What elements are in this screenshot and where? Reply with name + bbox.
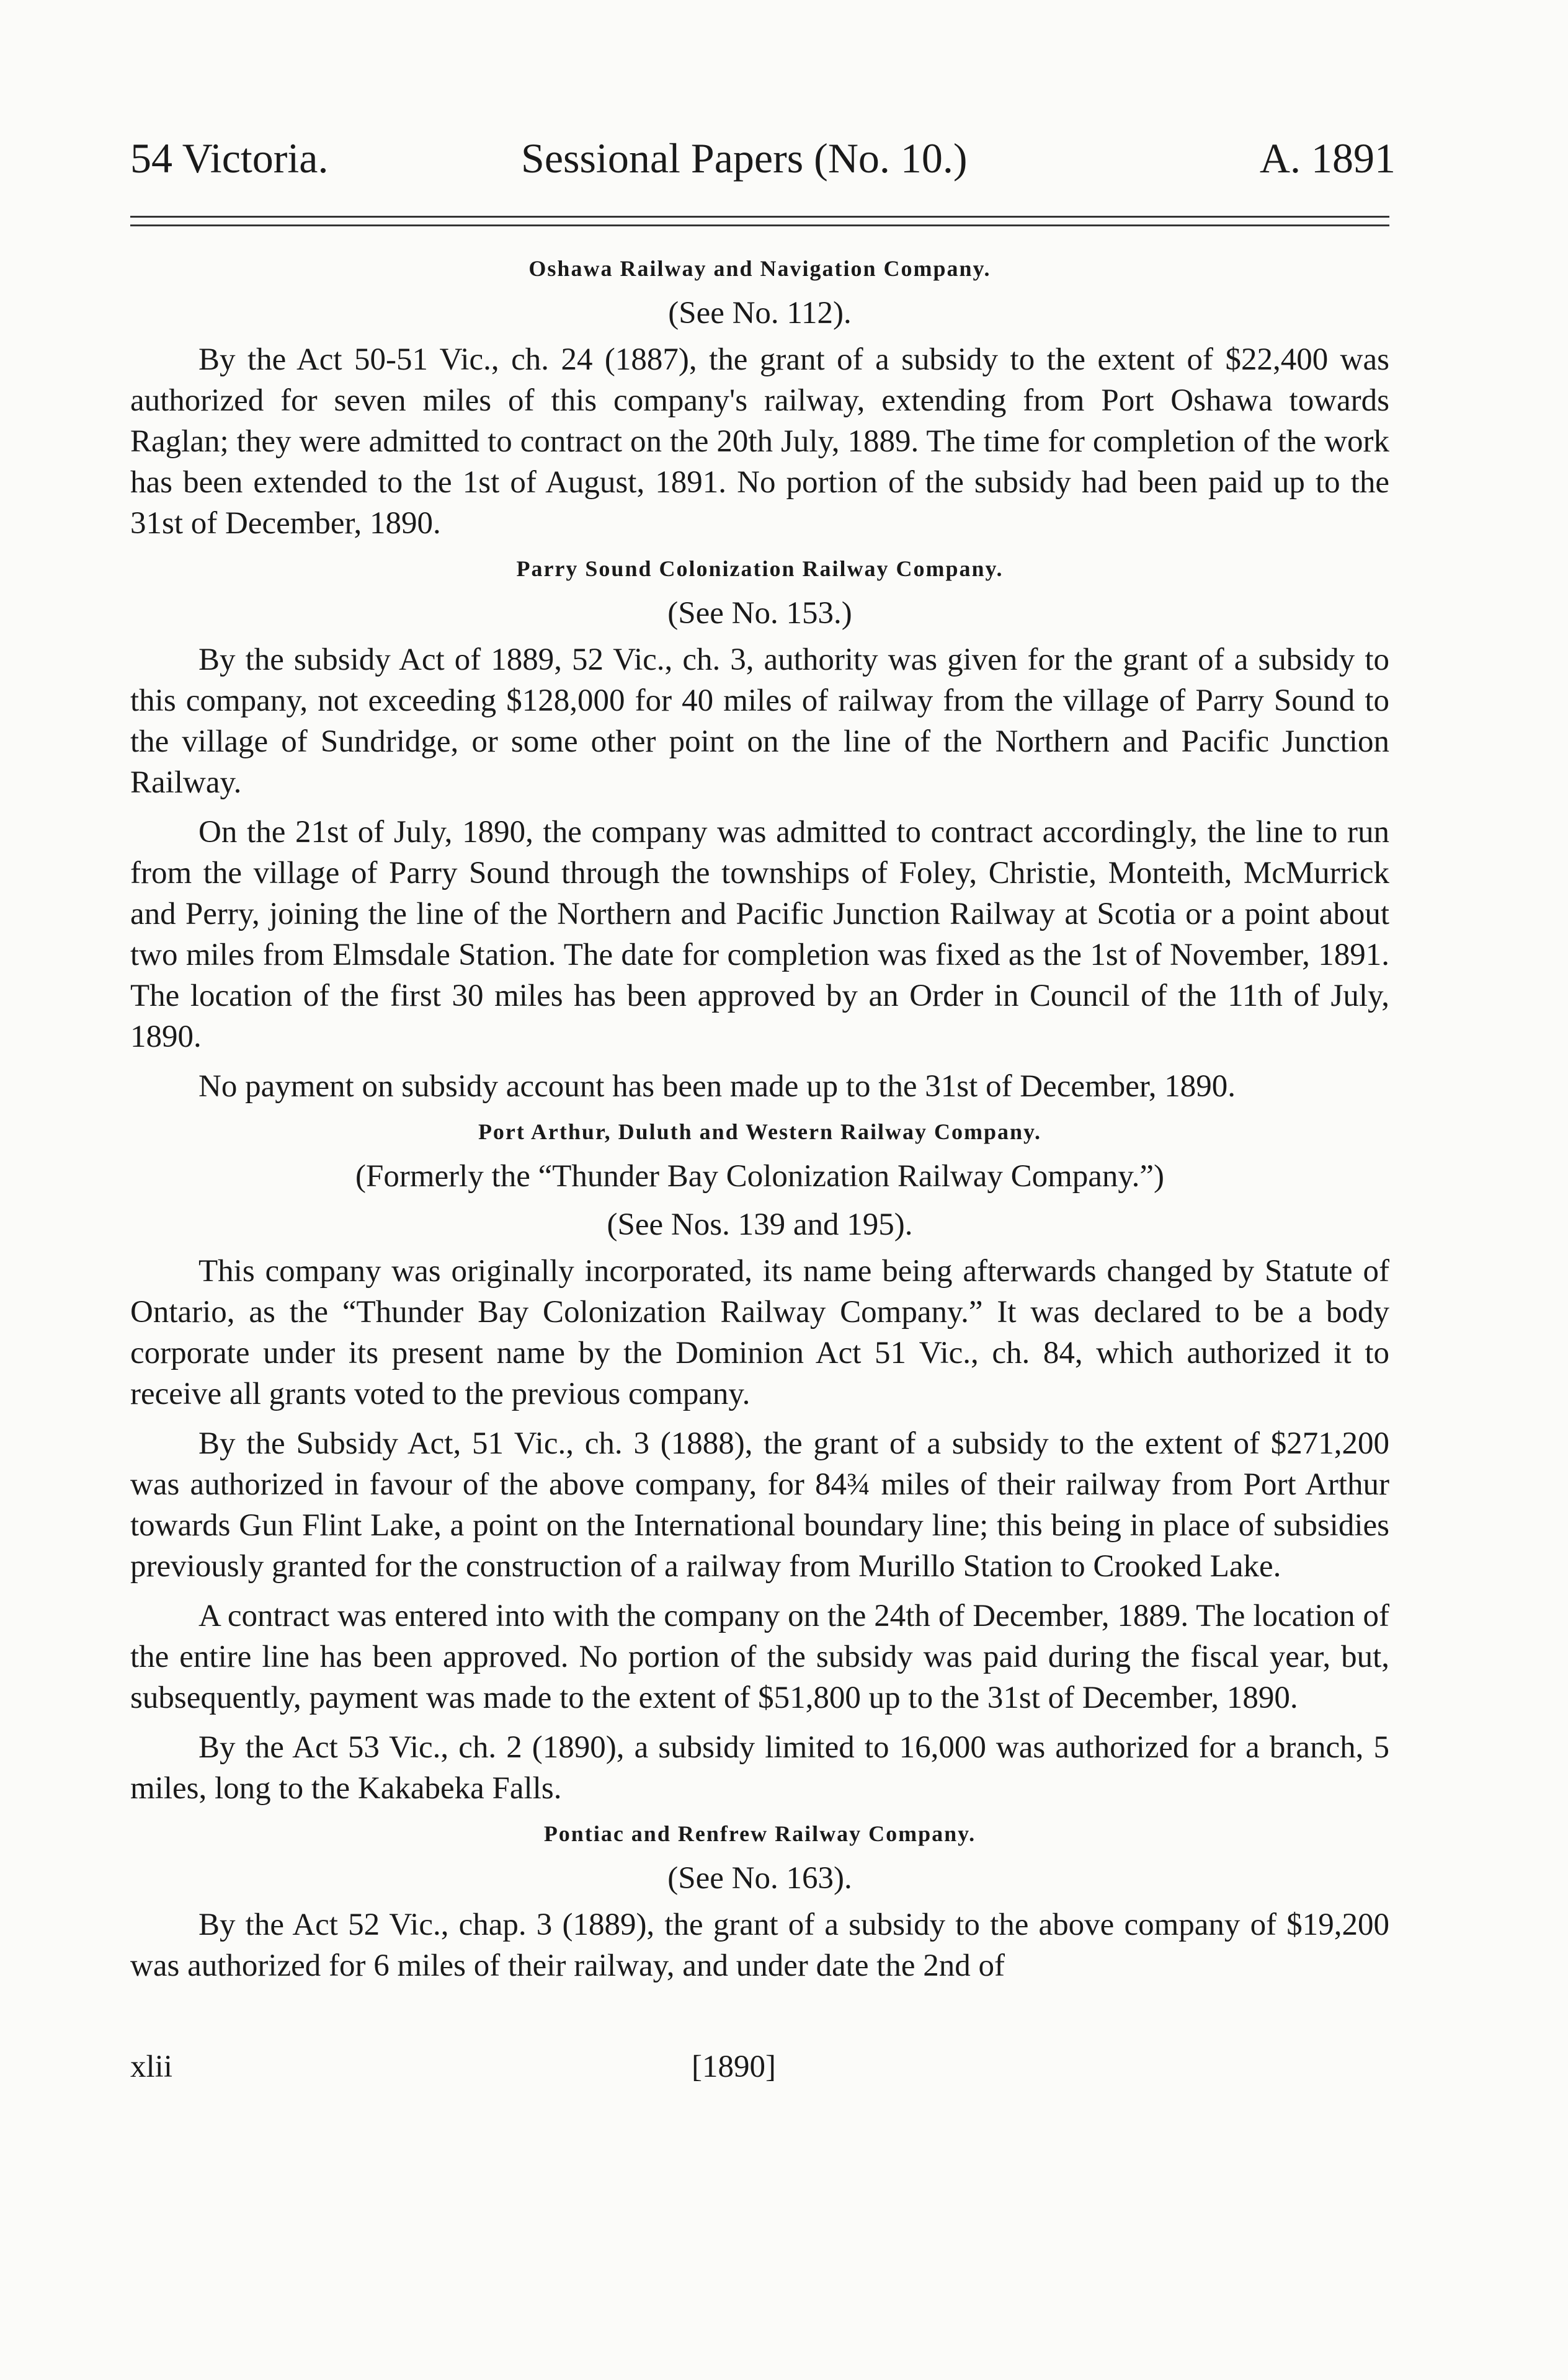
header-title: Sessional Papers (No. 10.) bbox=[521, 135, 968, 182]
section-port-arthur bbox=[130, 1116, 1389, 1809]
section-oshawa bbox=[130, 252, 1389, 544]
section-former-name: (Formerly the “Thunder Bay Colonization Railway Company.”) bbox=[355, 1159, 1164, 1194]
header-rule-bottom bbox=[130, 224, 1389, 226]
header-session: 54 Victoria. bbox=[130, 135, 329, 182]
paragraph: On the 21st of July, 1890, the company was admitted to contract accordingly, the line to run from the village of Parry Sound through the townships of Foley, Christie, Monteith, McMurrick and Perry, joining the line of the Northern and Pacific Junction Railway at Scotia or a point about two miles from Elmsdale Station. The date for completion was fixed as the 1st of November, 1891. The location of the first 30 miles has been approved by an Order in Council of the 11th of July, 1890. bbox=[130, 815, 1389, 1054]
section-reference: (See No. 153.) bbox=[667, 596, 852, 631]
section-reference: (See No. 112). bbox=[668, 296, 852, 331]
paragraph: By the subsidy Act of 1889, 52 Vic., ch. 3, authority was given for the grant of a subsidy to this company, not exceeding $128,000 for 40 miles of railway from the village of Parry Sound to the village of Sundridge, or some other point on the line of the Northern and Pacific Junction Railway. bbox=[130, 642, 1389, 800]
section-heading: Pontiac and Renfrew Railway Company. bbox=[543, 1821, 976, 1846]
section-heading: Parry Sound Colonization Railway Company. bbox=[516, 556, 1004, 581]
paragraph: By the Subsidy Act, 51 Vic., ch. 3 (1888), the grant of a subsidy to the extent of $271,200 was authorized in favour of the above company, for 84¾ miles of their railway from Port Arthur towards Gun Flint Lake, a point on the International boundary line; this being in place of subsidies previously granted for the construction of a railway from Murillo Station to Crooked Lake. bbox=[130, 1426, 1389, 1584]
paragraph: No payment on subsidy account has been made up to the 31st of December, 1890. bbox=[198, 1069, 1236, 1104]
paragraph: A contract was entered into with the company on the 24th of December, 1889. The location of the entire line has been approved. No portion of the subsidy was paid during the fiscal year, but, subsequently, payment was made to the extent of $51,800 up to the 31st of December, 1890. bbox=[130, 1599, 1389, 1715]
page-number: xlii bbox=[130, 2049, 173, 2084]
section-reference: (See Nos. 139 and 195). bbox=[607, 1207, 913, 1242]
section-heading: Port Arthur, Duluth and Western Railway Company. bbox=[478, 1119, 1042, 1144]
signature-mark: [1890] bbox=[692, 2049, 776, 2084]
paragraph: By the Act 52 Vic., chap. 3 (1889), the grant of a subsidy to the above company of $19,200 was authorized for 6 miles of their railway, and under date the 2nd of bbox=[130, 1907, 1389, 1983]
paragraph: By the Act 53 Vic., ch. 2 (1890), a subsidy limited to 16,000 was authorized for a branch, 5 miles, long to the Kakabeka Falls. bbox=[130, 1730, 1389, 1806]
section-pontiac bbox=[130, 1818, 1389, 1986]
header-year: A. 1891 bbox=[1259, 135, 1396, 182]
section-parry-sound bbox=[130, 553, 1389, 1107]
running-head bbox=[130, 130, 1396, 186]
page-footer bbox=[130, 2046, 1389, 2087]
section-reference: (See No. 163). bbox=[667, 1861, 852, 1896]
header-rule-top bbox=[130, 216, 1389, 218]
section-heading: Oshawa Railway and Navigation Company. bbox=[528, 256, 991, 281]
paragraph: This company was originally incorporated, its name being afterwards changed by Statute of Ontario, as the “Thunder Bay Colonization Railway Company.” It was declared to be a body corporate under its present name by the Dominion Act 51 Vic., ch. 84, which authorized it to receive all grants voted to the previous company. bbox=[130, 1254, 1389, 1411]
page-body bbox=[130, 245, 1389, 1995]
paragraph: By the Act 50-51 Vic., ch. 24 (1887), the grant of a subsidy to the extent of $22,400 was authorized for seven miles of this company's railway, extending from Port Oshawa towards Raglan; they were admitted to contract on the 20th July, 1889. The time for completion of the work has been extended to the 1st of August, 1891. No portion of the subsidy had been paid up to the 31st of December, 1890. bbox=[130, 342, 1389, 541]
